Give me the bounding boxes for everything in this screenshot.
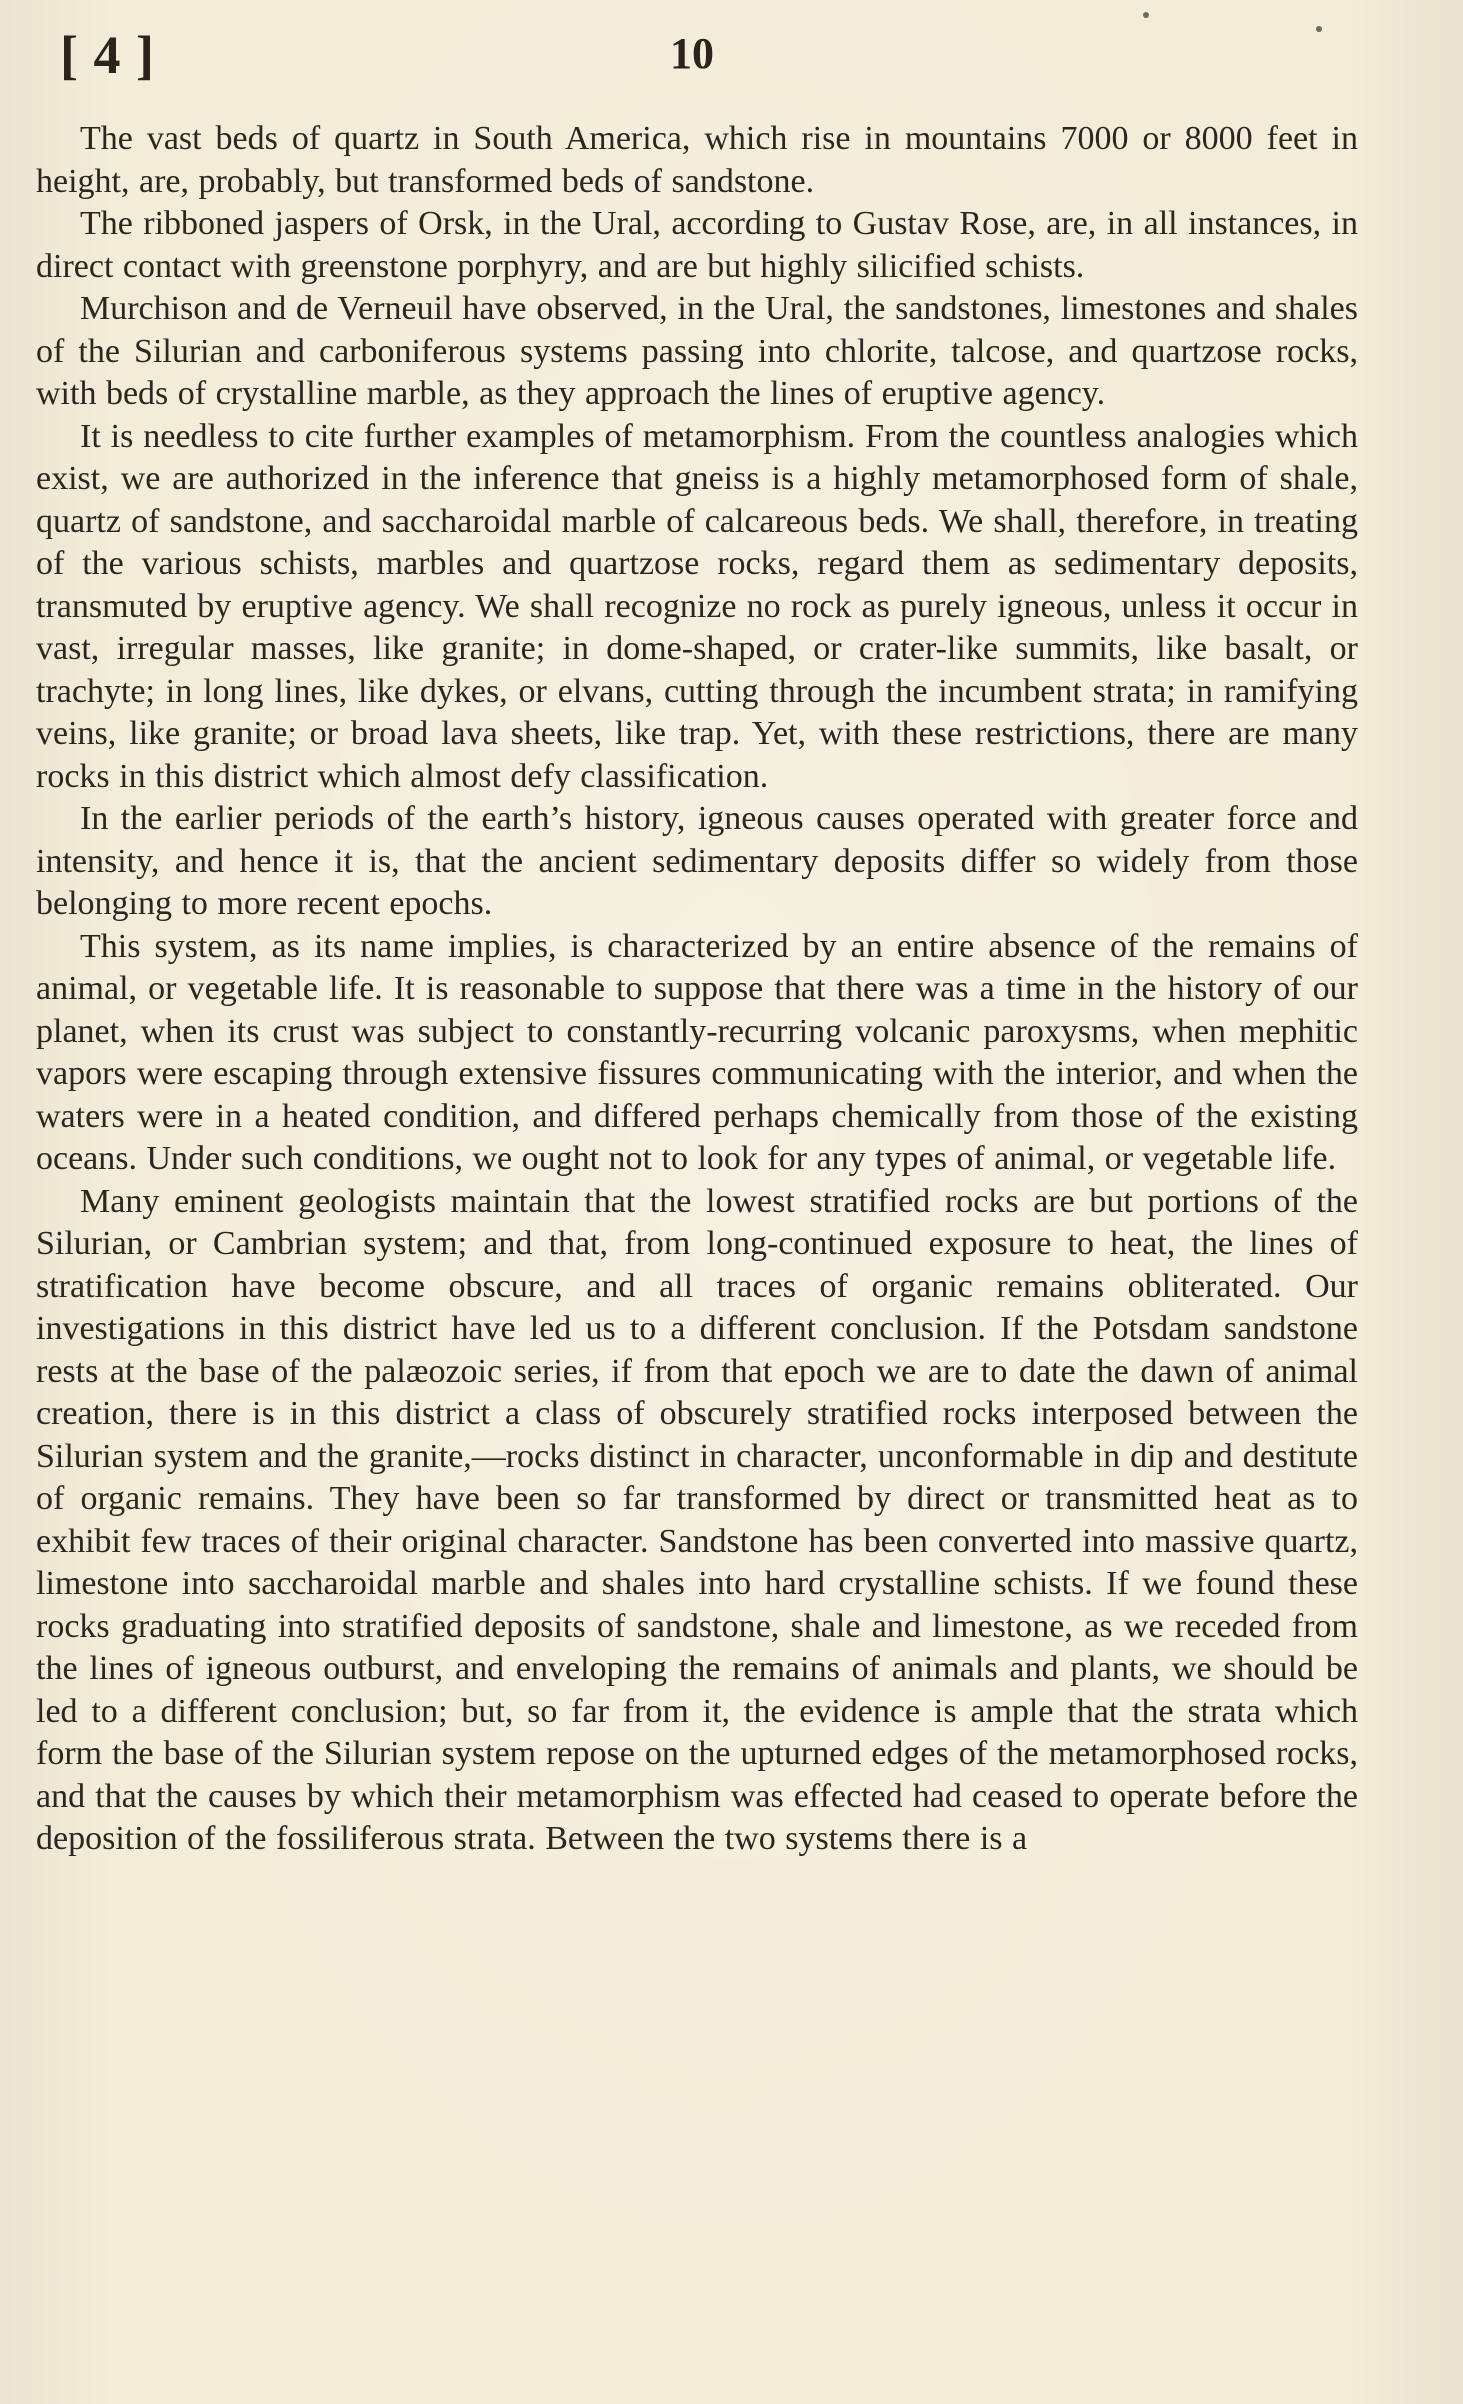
paragraph-ribboned-jaspers: The ribboned jaspers of Orsk, in the Ural, according to Gustav Rose, are, in all instances, in direct contact with greenstone porphyry, and are but highly silicified schists. xyxy=(36,205,1358,285)
body-text xyxy=(36,118,1358,1861)
paragraph-eminent-geologists: Many eminent geologists maintain that the lowest stratified rocks are but portions of the Silurian, or Cambrian system; and that, from long-continued exposure to heat, the lines of stratification have become obscure, and all traces of organic remains obliterated. Our investigations in this district have led us to a different conclusion. If the Potsdam sandstone rests at the base of the palæozoic series, if from that epoch we are to date the dawn of animal creation, there is in this district a class of obscurely stratified rocks interposed between the Silurian system and the granite,—rocks distinct in character, unconformable in dip and destitute of organic remains. They have been so far transformed by direct or transmitted heat as to exhibit few traces of their original character. Sandstone has been converted into massive quartz, limestone into saccharoidal marble and shales into hard crystalline schists. If we found these rocks graduating into stratified deposits of sandstone, shale and limestone, as we receded from the lines of igneous outburst, and enveloping the remains of animals and plants, we should be led to a different conclusion; but, so far from it, the evidence is ample that the strata which form the base of the Silurian system repose on the upturned edges of the metamorphosed rocks, and that the causes by which their metamorphism was effected had ceased to operate before the deposition of the fossiliferous strata. Between the two systems there is a xyxy=(36,1182,1358,1857)
ink-speck xyxy=(1143,12,1149,18)
page-header xyxy=(60,24,1403,94)
paragraph-quartz-beds: The vast beds of quartz in South America, which rise in mountains 7000 or 8000 feet in height, are, probably, but transformed beds of sandstone. xyxy=(36,120,1358,200)
sheet-mark: [ 4 ] xyxy=(60,25,155,85)
paragraph-murchison: Murchison and de Verneuil have observed, in the Ural, the sandstones, limestones and shales of the Silurian and carboniferous systems passing into chlorite, talcose, and quartzose rocks, with beds of crystalline marble, as they approach the lines of eruptive agency. xyxy=(36,290,1358,412)
paragraph-earlier-periods: In the earlier periods of the earth’s history, igneous causes operated with greater force and intensity, and hence it is, that the ancient sedimentary deposits differ so widely from those belonging to more recent epochs. xyxy=(36,800,1358,922)
paragraph-metamorphism: It is needless to cite further examples of metamorphism. From the countless analogies which exist, we are authorized in the inference that gneiss is a highly metamorphosed form of shale, quartz of sandstone, and saccharoidal marble of calcareous beds. We shall, therefore, in treating of the various schists, marbles and quartzose rocks, regard them as sedimentary deposits, transmuted by eruptive agency. We shall recognize no rock as purely igneous, unless it occur in vast, irregular masses, like granite; in dome-shaped, or crater-like summits, like basalt, or trachyte; in long lines, like dykes, or elvans, cutting through the incumbent strata; in ramifying veins, like granite; or broad lava sheets, like trap. Yet, with these restrictions, there are many rocks in this district which almost defy classification. xyxy=(36,417,1358,795)
page-number: 10 xyxy=(670,29,714,78)
ink-speck xyxy=(1316,26,1322,32)
paragraph-this-system: This system, as its name implies, is characterized by an entire absence of the remains of animal, or vegetable life. It is reasonable to suppose that there was a time in the history of our planet, when its crust was subject to constantly-recurring volcanic paroxysms, when mephitic vapors were escaping through extensive fissures communicating with the interior, and when the waters were in a heated condition, and differed perhaps chemically from those of the existing oceans. Under such conditions, we ought not to look for any types of animal, or vegetable life. xyxy=(36,927,1358,1177)
